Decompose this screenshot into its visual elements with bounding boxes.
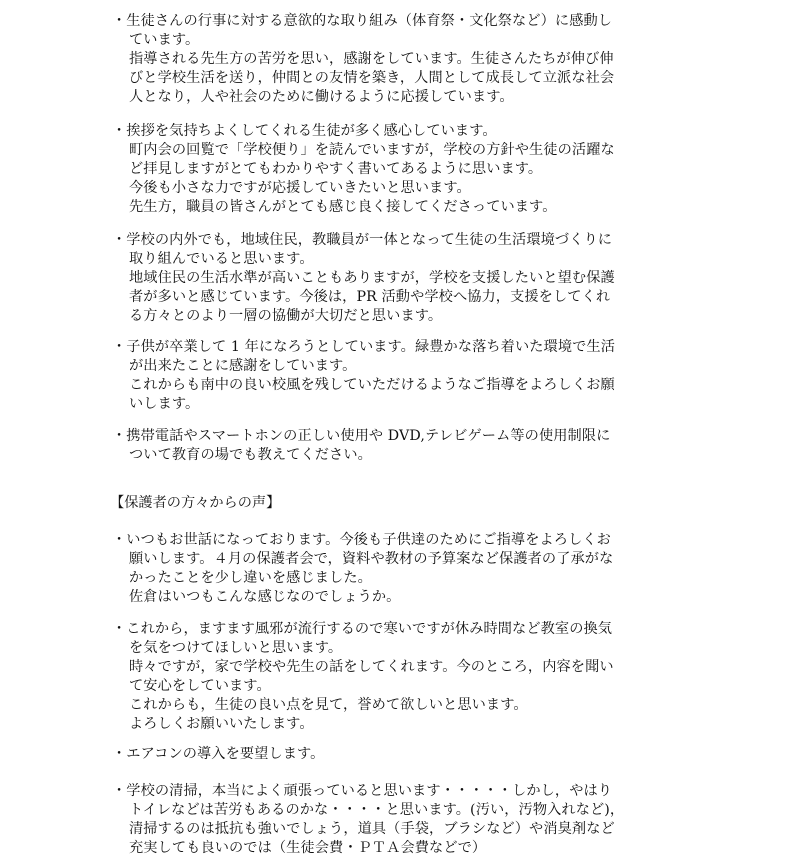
comment-line: ・子供が卒業して 1 年になろうとしています。緑豊かな落ち着いた環境で生活 xyxy=(112,339,615,355)
comment-line: 今後も小さな力ですが応援していきたいと思います。 xyxy=(129,180,471,196)
comment-line: 指導される先生方の苦労を思い，感謝をしています。生徒さんたちが伸び伸 xyxy=(129,51,614,67)
comment-line: ・学校の清掃，本当によく頑張っていると思います・・・・・しかし，やはり xyxy=(112,783,613,799)
comment-line: 取り組んでいると思います。 xyxy=(129,251,314,267)
comment-line: ・エアコンの導入を要望します。 xyxy=(112,746,325,762)
comment-line: 町内会の回覧で「学校便り」を読んでいますが，学校の方針や生徒の活躍な xyxy=(129,142,615,158)
section-heading: 【保護者の方々からの声】 xyxy=(110,495,281,511)
comment-line: 佐倉はいつもこんな感じなのでしょうか。 xyxy=(129,589,401,605)
comment-line: ・これから，ますます風邪が流行するので寒いですが休み時間など教室の換気 xyxy=(112,621,613,637)
comment-line: びと学校生活を送り，仲間との友情を築き，人間として成長して立派な社会 xyxy=(129,70,615,86)
comment-line: ・いつもお世話になっております。今後も子供達のためにご指導をよろしくお xyxy=(112,532,611,548)
comment-line: トイレなどは苦労もあるのかな・・・・と思います。(汚い，汚物入れなど)， xyxy=(129,802,625,818)
comment-line: 地域住民の生活水準が高いこともありますが，学校を支援したいと望む保護 xyxy=(129,270,615,286)
comment-line: 時々ですが，家で学校や先生の話をしてくれます。今のところ，内容を聞い xyxy=(129,659,614,675)
comment-line: これからも，生徒の良い点を見て，誉めて欲しいと思います。 xyxy=(129,697,528,713)
comment-line: 願いします。４月の保護者会で，資料や教材の予算案など保護者の了承がな xyxy=(129,551,614,567)
comment-line: ・挨拶を気持ちよくしてくれる生徒が多く感心しています。 xyxy=(112,123,497,139)
comment-line: ついて教育の場でも教えてください。 xyxy=(129,447,372,463)
comment-line: ています。 xyxy=(129,32,200,48)
comment-line: いします。 xyxy=(129,396,200,412)
comment-line: ・生徒さんの行事に対する意欲的な取り組み（体育祭・文化祭など）に感動し xyxy=(112,13,613,29)
comment-line: 人となり，人や社会のために働けるように応援しています。 xyxy=(129,89,514,105)
comment-line: ・学校の内外でも，地域住民，教職員が一体となって生徒の生活環境づくりに xyxy=(112,232,613,248)
comment-line: ど拝見しますがとてもわかりやすく書いてあるように思います。 xyxy=(129,161,543,177)
comment-line: が出来たことに感謝をしています。 xyxy=(129,358,357,374)
comment-line: 者が多いと感じています。今後は，PR 活動や学校へ協力，支援をしてくれ xyxy=(129,289,611,305)
comment-line: ・携帯電話やスマートホンの正しい使用や DVD,テレビゲーム等の使用制限に xyxy=(112,428,611,444)
comment-line: これからも南中の良い校風を残していただけるようなご指導をよろしくお願 xyxy=(129,377,615,393)
comment-line: 清掃するのは抵抗も強いでしょう，道具（手袋，ブラシなど）や消臭剤など xyxy=(129,821,615,837)
comment-line: かったことを少し違いを感じました。 xyxy=(129,570,372,586)
comment-line: て安心をしています。 xyxy=(129,678,271,694)
comment-line: を気をつけてほしいと思います。 xyxy=(129,640,343,656)
comment-line: 充実しても良いのでは（生徒会費・ＰＴＡ会費などで） xyxy=(129,840,487,856)
comment-line: る方々とのより一層の協働が大切だと思います。 xyxy=(129,308,443,324)
comment-line: よろしくお願いいたします。 xyxy=(129,716,314,732)
comment-line: 先生方，職員の皆さんがとても感じ良く接してくださっています。 xyxy=(129,199,557,215)
